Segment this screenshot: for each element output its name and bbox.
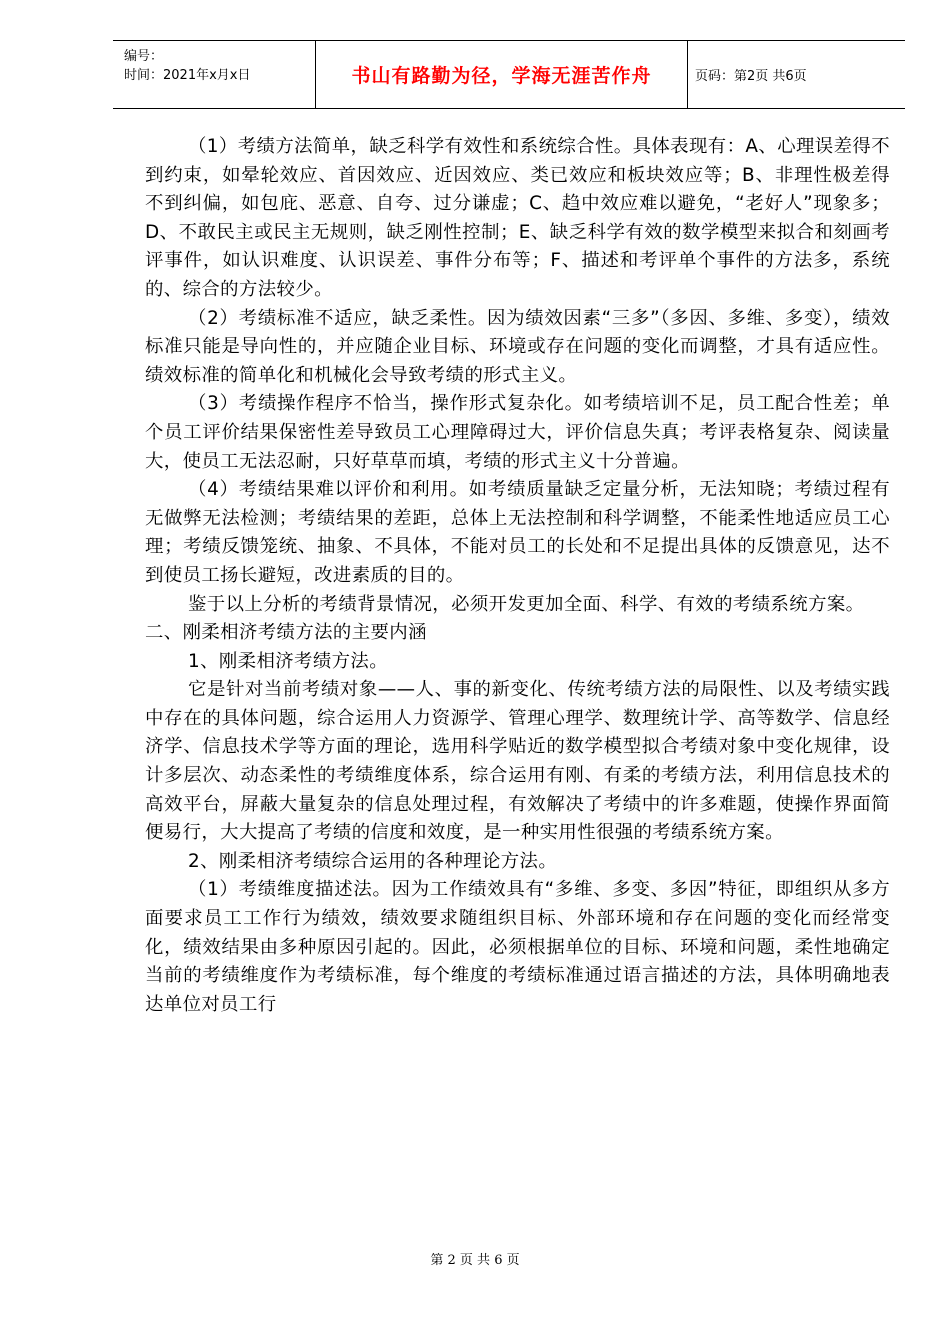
page-footer: 第 2 页 共 6 页 xyxy=(430,1253,520,1268)
paragraph-7: （1）考绩维度描述法。因为工作绩效具有“多维、多变、多因”特征，即组织从多方面要求员工工作行为绩效，绩效要求随组织目标、外部环境和存在问题的变化而经常变化，绩效结果由多种原因引起的。因此，必须根据单位的目标、环境和问题，柔性地确定当前的考绩维度作为考绩标准，每个维度的考绩标准通过语言描述的方法，具体明确地表达单位对员工行 xyxy=(145,879,890,1015)
paragraph-2: （2）考绩标准不适应，缺乏柔性。因为绩效因素“三多”（多因、多维、多变），绩效标准只能是导向性的，并应随企业目标、环境或存在问题的变化而调整，才具有适应性。绩效标准的简单化和机械化会导致考绩的形式主义。 xyxy=(145,307,890,386)
document-body xyxy=(145,133,890,1019)
subsection-heading-1: 1、刚柔相济考绩方法。 xyxy=(188,650,389,672)
paragraph-6: 它是针对当前考绩对象——人、事的新变化、传统考绩方法的局限性、以及考绩实践中存在的具体问题，综合运用人力资源学、管理心理学、数理统计学、高等数学、信息经济学、信息技术学等方面的理论，选用科学贴近的数学模型拟合考绩对象中变化规律，设计多层次、动态柔性的考绩维度体系，综合运用有刚、有柔的考绩方法，利用信息技术的高效平台，屏蔽大量复杂的信息处理过程，有效解决了考绩中的许多难题，使操作界面简便易行，大大提高了考绩的信度和效度，是一种实用性很强的考绩系统方案。 xyxy=(145,679,890,844)
paragraph-1: （1）考绩方法简单，缺乏科学有效性和系统综合性。具体表现有：A、心理误差得不到约束，如晕轮效应、首因效应、近因效应、类已效应和板块效应等；B、非理性极差得不到纠偏，如包庇、恶意、自夸、过分谦虚；C、趋中效应难以避免，“老好人”现象多；D、不敢民主或民主无规则，缺乏刚性控制；E、缺乏科学有效的数学模型来拟合和刻画考评事件，如认识难度、认识误差、事件分布等；F、描述和考评单个事件的方法多，系统的、综合的方法较少。 xyxy=(145,136,890,300)
header-motto: 书山有路勤为径，学海无涯苦作舟 xyxy=(315,41,688,108)
document-number-label: 编号： xyxy=(124,49,164,64)
header-page-label: 页码：第2页 共6页 xyxy=(695,69,807,84)
paragraph-5: 鉴于以上分析的考绩背景情况，必须开发更加全面、科学、有效的考绩系统方案。 xyxy=(188,593,865,615)
document-date-label: 时间：2021年x月x日 xyxy=(124,68,251,83)
header-table xyxy=(113,40,905,109)
paragraph-4: （4）考绩结果难以评价和利用。如考绩质量缺乏定量分析，无法知晓；考绩过程有无做弊无法检测；考绩结果的差距，总体上无法控制和科学调整，不能柔性地适应员工心理；考绩反馈笼统、抽象、不具体，不能对员工的长处和不足提出具体的反馈意见，达不到使员工扬长避短，改进素质的目的。 xyxy=(145,479,890,586)
subsection-heading-2: 2、刚柔相济考绩综合运用的各种理论方法。 xyxy=(188,850,558,872)
header-info-cell xyxy=(113,41,315,108)
paragraph-3: （3）考绩操作程序不恰当，操作形式复杂化。如考绩培训不足，员工配合性差；单个员工评价结果保密性差导致员工心理障碍过大，评价信息失真；考评表格复杂、阅读量大，使员工无法忍耐，只好草草而填，考绩的形式主义十分普遍。 xyxy=(145,393,890,472)
section-heading: 二、刚柔相济考绩方法的主要内涵 xyxy=(145,622,427,644)
